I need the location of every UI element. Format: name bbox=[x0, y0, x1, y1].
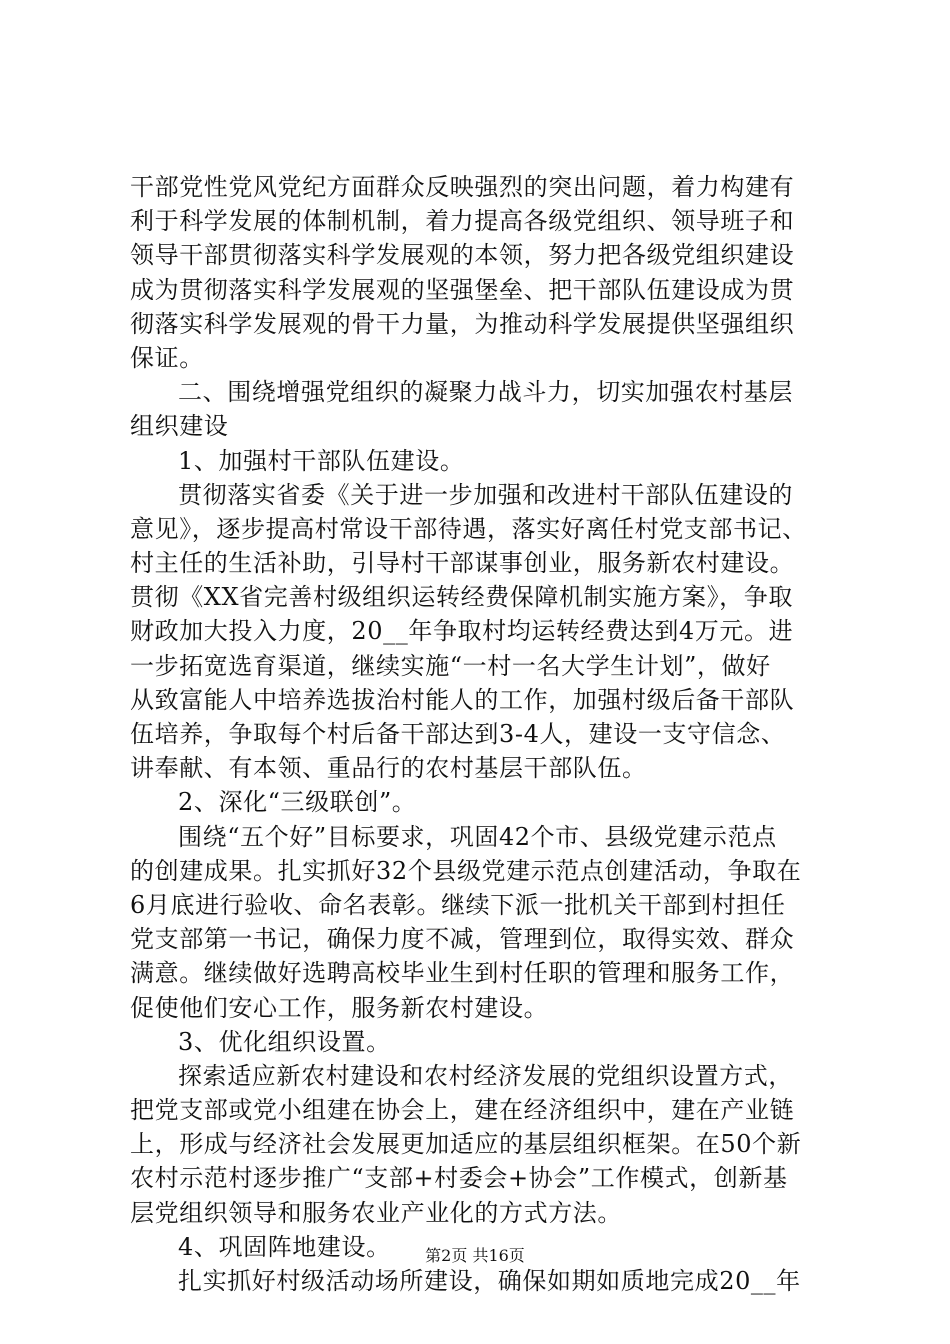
text-line: 上，形成与经济社会发展更加适应的基层组织框架。在50个新 bbox=[130, 1130, 802, 1159]
text-line: 层党组织领导和服务农业产业化的方式方法。 bbox=[130, 1198, 622, 1227]
text-line: 促使他们安心工作，服务新农村建设。 bbox=[130, 993, 549, 1022]
text-line: 彻落实科学发展观的骨干力量，为推动科学发展提供坚强组织 bbox=[130, 309, 795, 338]
text-line: 农村示范村逐步推广“支部+村委会+协会”工作模式，创新基 bbox=[130, 1164, 788, 1193]
section-heading: 二、围绕增强党组织的凝聚力战斗力，切实加强农村基层 bbox=[178, 378, 793, 407]
subsection-heading: 3、优化组织设置。 bbox=[178, 1027, 391, 1056]
text-line: 保证。 bbox=[130, 343, 204, 372]
text-line: 伍培养，争取每个村后备干部达到3-4人，建设一支守信念、 bbox=[130, 720, 786, 748]
text-line: 利于科学发展的体制机制，着力提高各级党组织、领导班子和 bbox=[130, 207, 795, 236]
subsection-heading: 2、深化“三级联创”。 bbox=[178, 788, 417, 817]
text-line: 贯彻《XX省完善村级组织运转经费保障机制实施方案》，争取 bbox=[130, 583, 793, 612]
text-line: 贯彻落实省委《关于进一步加强和改进村干部队伍建设的 bbox=[178, 480, 793, 509]
text-line: 干部党性党风党纪方面群众反映强烈的突出问题，着力构建有 bbox=[130, 173, 795, 201]
text-line: 领导干部贯彻落实科学发展观的本领，努力把各级党组织建设 bbox=[130, 241, 795, 270]
text-line: 讲奉献、有本领、重品行的农村基层干部队伍。 bbox=[130, 754, 647, 783]
text-line: 扎实抓好村级活动场所建设，确保如期如质地完成20__年 bbox=[178, 1267, 801, 1295]
text-line: 党支部第一书记，确保力度不减，管理到位，取得实效、群众 bbox=[130, 925, 795, 954]
text-line: 村主任的生活补助，引导村干部谋事创业，服务新农村建设。 bbox=[130, 549, 795, 578]
subsection-heading: 4、巩固阵地建设。 bbox=[178, 1232, 391, 1261]
subsection-heading: 1、加强村干部队伍建设。 bbox=[178, 446, 465, 475]
text-line: 的创建成果。扎实抓好32个县级党建示范点创建活动，争取在 bbox=[130, 856, 802, 885]
text-line: 探索适应新农村建设和农村经济发展的党组织设置方式， bbox=[178, 1061, 793, 1090]
text-line: 一步拓宽选育渠道，继续实施“一村一名大学生计划”，做好 bbox=[130, 651, 771, 680]
document-body bbox=[130, 170, 835, 1298]
text-line: 意见》，逐步提高村常设干部待遇，落实好离任村党支部书记、 bbox=[130, 514, 807, 543]
text-line: 围绕“五个好”目标要求，巩固42个市、县级党建示范点 bbox=[178, 822, 777, 851]
text-line: 财政加大投入力度，20__年争取村均运转经费达到4万元。进 bbox=[130, 617, 794, 646]
text-line: 满意。继续做好选聘高校毕业生到村任职的管理和服务工作， bbox=[130, 959, 795, 988]
text-line: 把党支部或党小组建在协会上，建在经济组织中，建在产业链 bbox=[130, 1096, 795, 1125]
section-heading-continued: 组织建设 bbox=[130, 412, 229, 441]
text-line: 从致富能人中培养选拔治村能人的工作，加强村级后备干部队 bbox=[130, 685, 795, 714]
text-line: 6月底进行验收、命名表彰。继续下派一批机关干部到村担任 bbox=[130, 890, 786, 919]
page-number-footer: 第2页 共16页 bbox=[425, 1246, 525, 1265]
text-line: 成为贯彻落实科学发展观的坚强堡垒、把干部队伍建设成为贯 bbox=[130, 275, 795, 304]
